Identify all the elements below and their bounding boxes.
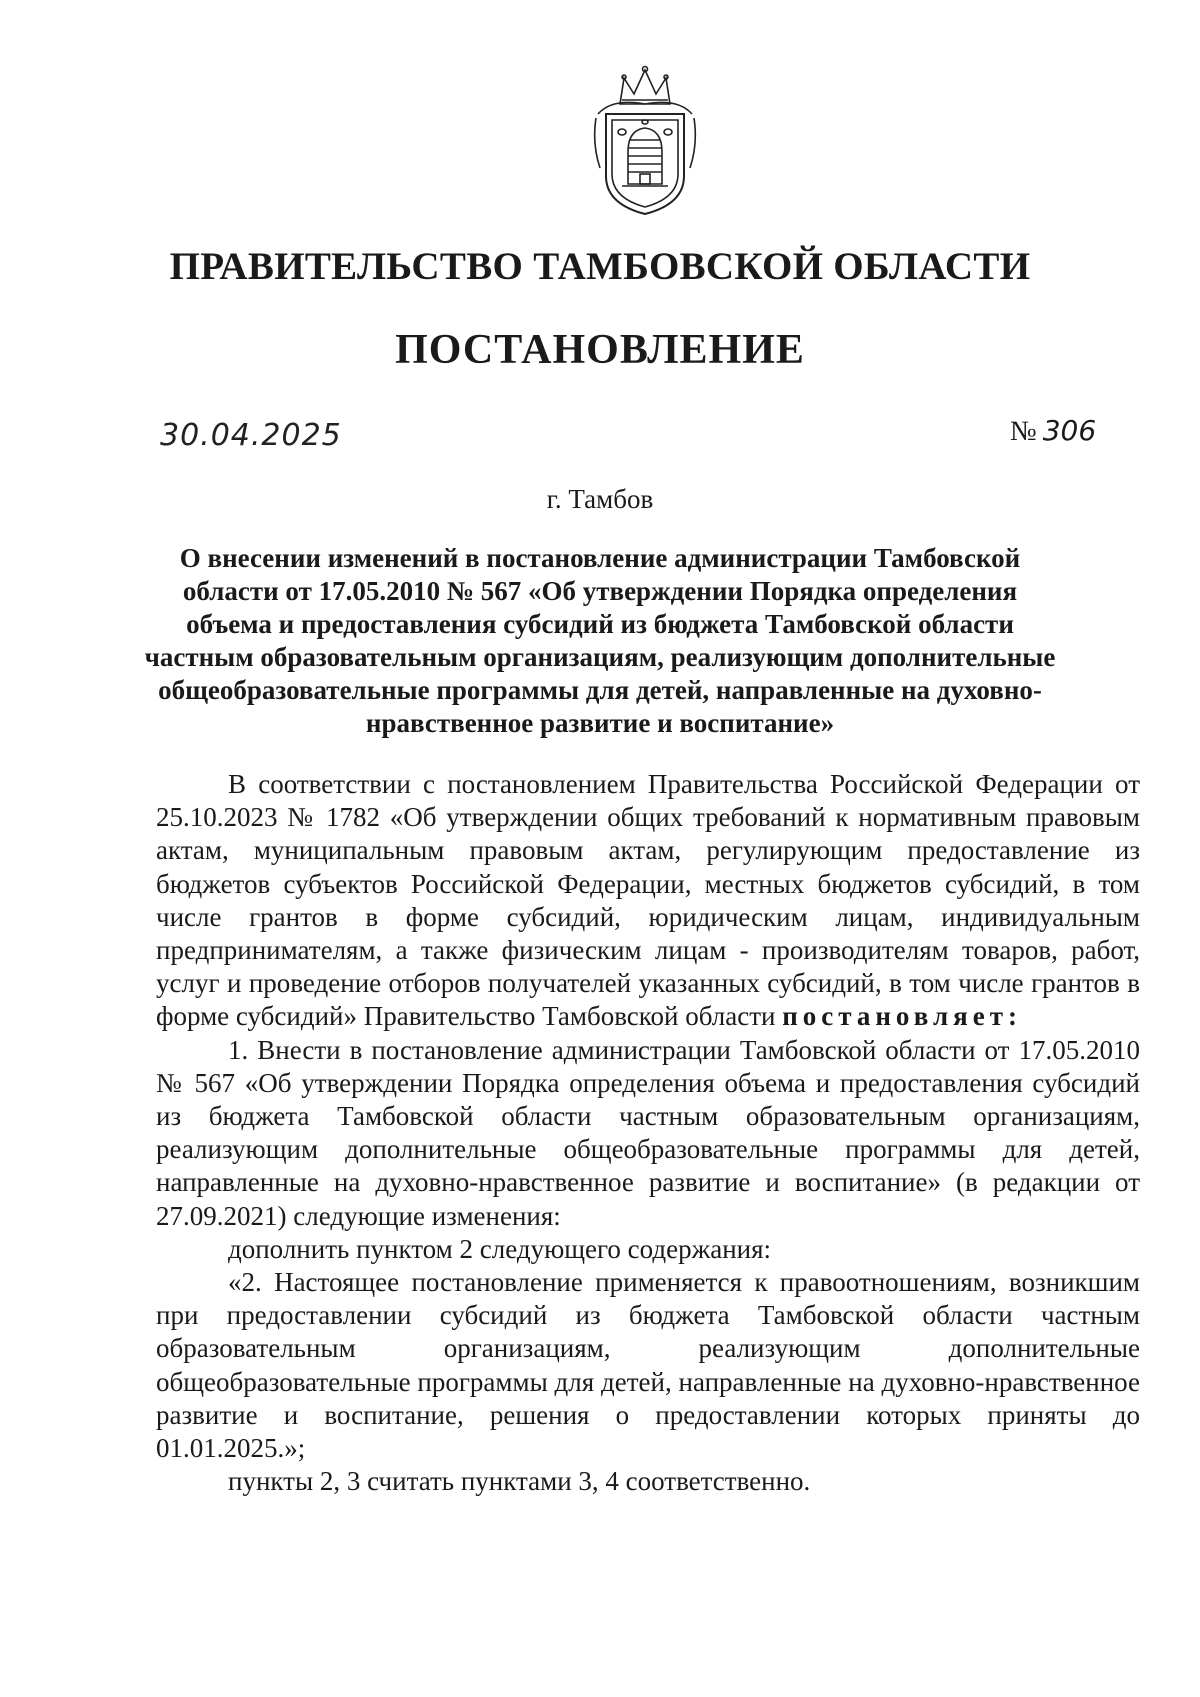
number-sign: №: [1010, 416, 1037, 447]
new-item-2-paragraph: «2. Настоящее постановление применяется к правоотношениям, возникшим при предоставлении субсидий из бюджета Тамбовской области частным образовательным организациям, реализующим дополнительные общеобразовательные программы для детей, направленные на духовно-нравственное развитие и воспитание, решения о предоставлении которых приняты до 01.01.2025.»;: [156, 1267, 1140, 1464]
document-title: О внесении изменений в постановление администрации Тамбовской области от 17.05.2010 № 567 «Об утверждении Порядка определения объема и предоставления субсидий из бюджета Тамбовской области частным образовательным организациям, реализующим дополнительные общеобразовательные программы для детей, направленные на духовно-нравственное развитие и воспитание»: [144, 543, 1056, 738]
item-1-paragraph: 1. Внести в постановление администрации Тамбовской области от 17.05.2010 № 567 «Об утверждении Порядка определения объема и предоставления субсидий из бюджета Тамбовской области частным образовательным организациям, реализующим дополнительные общеобразовательные программы для детей, направленные на духовно-нравственное развитие и воспитание» (в редакции от 27.09.2021) следующие изменения:: [156, 1034, 1140, 1231]
decree-word: постановляет:: [782, 1001, 1022, 1032]
document-type: ПОСТАНОВЛЕНИЕ: [395, 327, 805, 373]
number-value: 306: [1042, 414, 1097, 447]
coat-of-arms-icon: [592, 64, 698, 218]
organization-name: ПРАВИТЕЛЬСТВО ТАМБОВСКОЙ ОБЛАСТИ: [169, 245, 1031, 288]
preamble-text: В соответствии с постановлением Правительства Российской Федерации от 25.10.2023 № 1782 «Об утверждении общих требований к нормативным правовым актам, муниципальным правовым актам, регулирующим предоставление из бюджетов субъектов Российской Федерации, местных бюджетов субсидий, в том числе грантов в форме субсидий, юридическим лицам, индивидуальным предпринимателям, а также физическим лицам - производителям товаров, работ, услуг и проведение отборов получателей указанных субсидий, в том числе грантов в форме субсидий» Правительство Тамбовской области: [156, 769, 1140, 1032]
supplement-paragraph: дополнить пунктом 2 следующего содержания:: [228, 1233, 772, 1264]
preamble-paragraph: [156, 768, 1140, 1034]
renumber-paragraph: пункты 2, 3 считать пунктами 3, 4 соответственно.: [228, 1466, 811, 1497]
document-number: [1010, 414, 1096, 448]
document-date: 30.04.2025: [160, 418, 342, 453]
document-body: [156, 768, 1140, 1498]
city: г. Тамбов: [546, 484, 654, 514]
